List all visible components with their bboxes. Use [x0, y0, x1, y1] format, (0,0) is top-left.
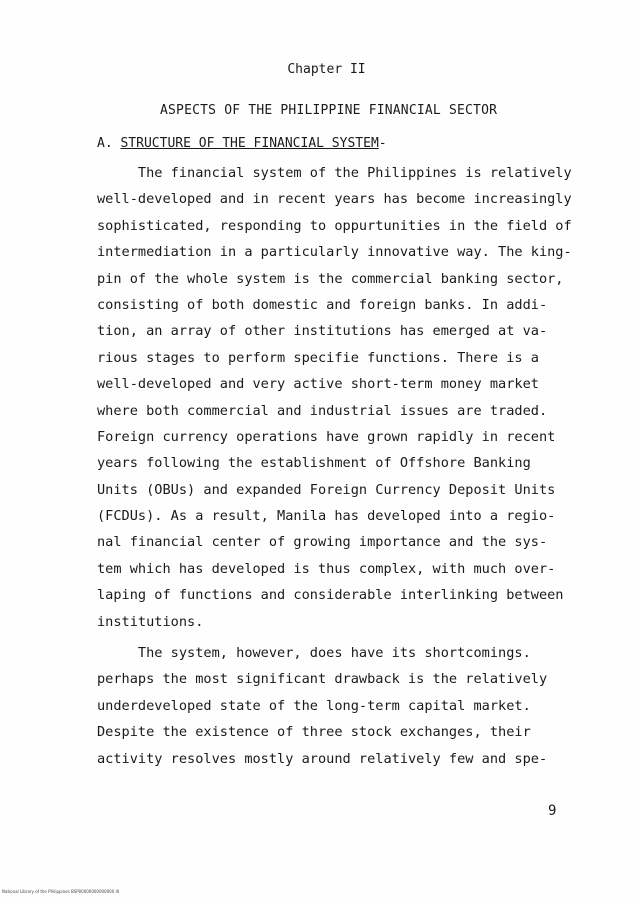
text-line: activity resolves mostly around relatively few and spe- — [97, 750, 548, 767]
text-line: Units (OBUs) and expanded Foreign Currency Deposit Units — [97, 481, 556, 498]
text-line: The financial system of the Philippines is relatively — [97, 165, 572, 181]
text-line: Foreign currency operations have grown rapidly in recent — [97, 428, 556, 445]
text-line: intermediation in a particularly innovative way. The king- — [97, 244, 572, 261]
section-heading — [97, 136, 387, 151]
text-line: perhaps the most significant drawback is the relatively — [97, 671, 548, 688]
footer-text: National Library of the Philippines BSP00000000000000 III — [2, 889, 120, 894]
chapter-title: ASPECTS OF THE PHILIPPINE FINANCIAL SECTOR — [160, 103, 498, 118]
text-line: where both commercial and industrial issues are traded. — [97, 402, 548, 419]
text-line: underdeveloped state of the long-term capital market. — [97, 697, 531, 714]
text-line: laping of functions and considerable interlinking between — [97, 587, 564, 604]
text-line: tem which has developed is thus complex, with much over- — [97, 560, 556, 577]
text-line: nal financial center of growing importance and the sys- — [97, 534, 548, 551]
text-line: institutions. — [97, 613, 204, 630]
text-line: sophisticated, responding to oppurtunities in the field of — [97, 217, 572, 234]
text-line: The system, however, does have its shortcomings. — [97, 645, 531, 661]
text-line: tion, an array of other institutions has emerged at va- — [97, 323, 548, 340]
text-line: Despite the existence of three stock exchanges, their — [97, 724, 531, 741]
text-line: rious stages to perform specifie functions. There is a — [97, 349, 539, 366]
paragraph-2 — [97, 640, 577, 772]
text-line: (FCDUs). As a result, Manila has developed into a regio- — [97, 508, 556, 525]
text-line: well-developed and in recent years has become increasingly — [97, 191, 572, 208]
text-line: consisting of both domestic and foreign banks. In addi- — [97, 296, 548, 313]
chapter-heading: Chapter II — [287, 62, 366, 77]
text-line: pin of the whole system is the commercial banking sector, — [97, 270, 564, 287]
page-number: 9 — [548, 803, 557, 819]
text-line: well-developed and very active short-term money market — [97, 376, 539, 393]
section-suffix: - — [378, 136, 387, 151]
text-line: years following the establishment of Offshore Banking — [97, 455, 531, 472]
paragraph-1 — [97, 160, 577, 635]
section-marker: A. — [97, 136, 113, 151]
section-title: STRUCTURE OF THE FINANCIAL SYSTEM — [120, 136, 379, 151]
